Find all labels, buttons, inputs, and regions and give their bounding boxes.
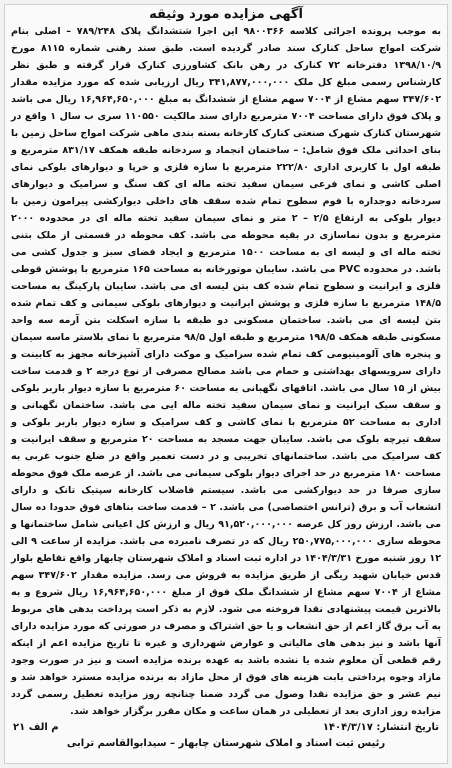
auction-notice bbox=[4, 4, 448, 764]
publish-date: تاریخ انتشار: ۱۴۰۴/۳/۱۷ bbox=[322, 722, 439, 733]
notice-body: به موجب پرونده اجرائی کلاسه ۹۸۰۰۳۶۶ این اجرا شتشدانگ پلاک ۷۸۹/۲۴۸ – اصلی بنام شرکت امواج ساحل کنارک سند صادر گردیده است. طبق سند رهنی شماره ۸۱۱۵ مورخ ۱۳۹۸/۱۰/۹ دفترخانه ۷۲ کنارک در رهن بانک کشاورزی کنارک قرار گرفته و طبق نظر کارشناس رسمی مبلغ کل ملک ۳۴۱,۸۷۷,۰۰۰,۰۰۰ ریال ارزیابی شده که مورد مزایده مقدار ۳۴۷/۶۰۲ سهم مشاع از ۷۰۰۴ سهم مشاع از ششدانگ به مبلغ ۱۶,۹۶۴,۶۵۰,۰۰۰ ریال می باشد و پلاک فوق دارای مساحت ۷۰۰۴ مترمربع دارای سند مالکیت ۱۱۰۵۵۰ سری ب سال ۱ واقع در شهرستان کنارک شهرک صنعتی کنارک کارخانه بسته بندی ماهی شرکت امواج ساحل زمین با بنای احداثی ملک فوق شامل: – ساختمان انجماد و سردخانه طبقه همکف ۸۳۱/۱۷ مترمربع و طبقه اول با کاربری اداری ۲۲۲/۸۰ مترمربع با سازه فلزی و خرپا و دیوارهای بلوکی نمای اصلی کاشی و نمای فرعی سیمان سفید تخته ماله ای کف سنگ و سرامیک و دیوارهای سردخانه دوجداره با فوم سطوح تمام شده سقف های داخلی دیوارکشی پیرامون زمین با دیوار بلوکی به ارتفاع ۲/۵ – ۲ متر و نمای سیمان سفید تخته ماله ای در محدوده ۲۰۰۰ مترمربع و بدون نماسازی در بقیه محوطه می باشد. کف محوطه در قسمتی از ملک بتنی تخته ماله ای و لیسه ای به مساحت ۱۵۰۰ مترمربع و ایجاد فضای سبز و جدول کشی می باشد. در محدوده PVC می باشد. سایبان موتورخانه به مساحت ۱۶۵ مترمربع با پوشش قوطی فلزی و ایرانیت و سطوح تمام شده کف بتن لیسه ای می باشد. سایبان پارکینگ به مساحت ۱۴۸/۵ مترمربع با سازه فلزی و پوشش ایرانیت و دیوارهای بلوکی سیمانی و کف تمام شده بتن لیسه ای می باشد. ساختمان مسکونی دو طبقه با سازه اسکلت بتن آرمه سه واحد مسکونی طبقه همکف ۱۹۸/۵ مترمربع و طبقه اول ۹۸/۵ مترمربع با نمای بلاستر ماسه سیمان و پنجره های آلومینیومی کف تمام شده سرامیک و موکت دارای آشپزخانه مجهز به کابینت و دارای سرویسهای بهداشتی و حمام می باشد مصالح مصرفی از نوع درجه ۲ و قدمت ساخت بیش از ۱۵ سال می باشد. اتاقهای نگهبانی به مساحت ۶۰ مترمربع با سازه دیوار باربر بلوکی و سقف سبک ایرانیت و نمای سیمان سفید تخته ماله ایی می باشد. ساختمان نگهبانی و اداری به مساحت ۵۲ مترمربع با نمای کاشی و کف سرامیک و سازه دیوار باربر بلوکی و سقف تیرچه بلوک می باشد. سایبان جهت مسجد به مساحت ۲۰ مترمربع و سقف ایرانیت و کف سرامیک می باشد. ساختمانهای تخریبی و در دست تعمیر واقع در ضلع جنوب غربی به مساحت ۱۸۰ مترمربع در حد اجرای دیوار بلوکی سیمانی می باشد. از عرصه ملک فوق محوطه سازی صرفا در حد دیوارکشی می باشد. سیستم فاضلاب کارخانه سپتیک تانک و دارای انشعاب آب و برق (ترانس اختصاصی) می باشد. ۲ – قدمت ساخت بناهای فوق حدودا ده سال می باشد. ارزش روز کل عرصه ۹۱,۵۲۰,۰۰۰,۰۰۰ ریال و ارزش کل اعیانی شامل ساختمانها و محوطه سازی ۲۵۰,۷۷۵,۰۰۰,۰۰۰ ریال که در تصرف نامبرده می باشد. مزایده از ساعت ۹ الی ۱۲ روز شنبه مورخ ۱۴۰۴/۳/۳۱ در اداره ثبت اسناد و املاک شهرستان چابهار واقع تقاطع بلوار قدس خیابان شهید ریگی از طریق مزایده به فروش می رسد. مزایده مقدار ۳۴۷/۶۰۲ سهم مشاع از ۷۰۰۴ سهم مشاع از ششدانگ ملک فوق از مبلغ ۱۶,۹۶۴,۶۵۰,۰۰۰ ریال شروع و به بالاترین قیمت پیشنهادی نقدا فروخته می شود. لازم به ذکر است پرداخت بدهی های مربوط به آب برق گاز اعم از حق انشعاب و یا حق اشتراک و مصرف در صورتی که مورد مزایده دارای آنها باشد و نیز بدهی های مالیاتی و عوارض شهرداری و غیره تا تاریخ مزایده اعم از اینکه رقم قطعی آن معلوم شده یا نشده باشد به عهده برنده مزایده است و نیز در صورت وجود مازاد وجوه پرداختی بابت هزینه های فوق از محل مازاد به برنده مزایده مسترد خواهد شد و نیم عشر و حق مزایده نقدا وصول می گردد ضمنا چنانچه روز مزایده تعطیل رسمی گردد مزایده روز اداری بعد از تعطیلی در همان ساعت و مکان مقرر برگزار خواهد شد. bbox=[11, 26, 442, 717]
signature: رئیس ثبت اسناد و املاک شهرستان چابهار – سیدابوالقاسم ترابی bbox=[66, 738, 386, 749]
notice-code: م الف ۲۱ bbox=[13, 722, 59, 733]
notice-title: آگهی مزایده مورد وثیقه bbox=[149, 7, 303, 22]
publish-line bbox=[5, 720, 447, 736]
